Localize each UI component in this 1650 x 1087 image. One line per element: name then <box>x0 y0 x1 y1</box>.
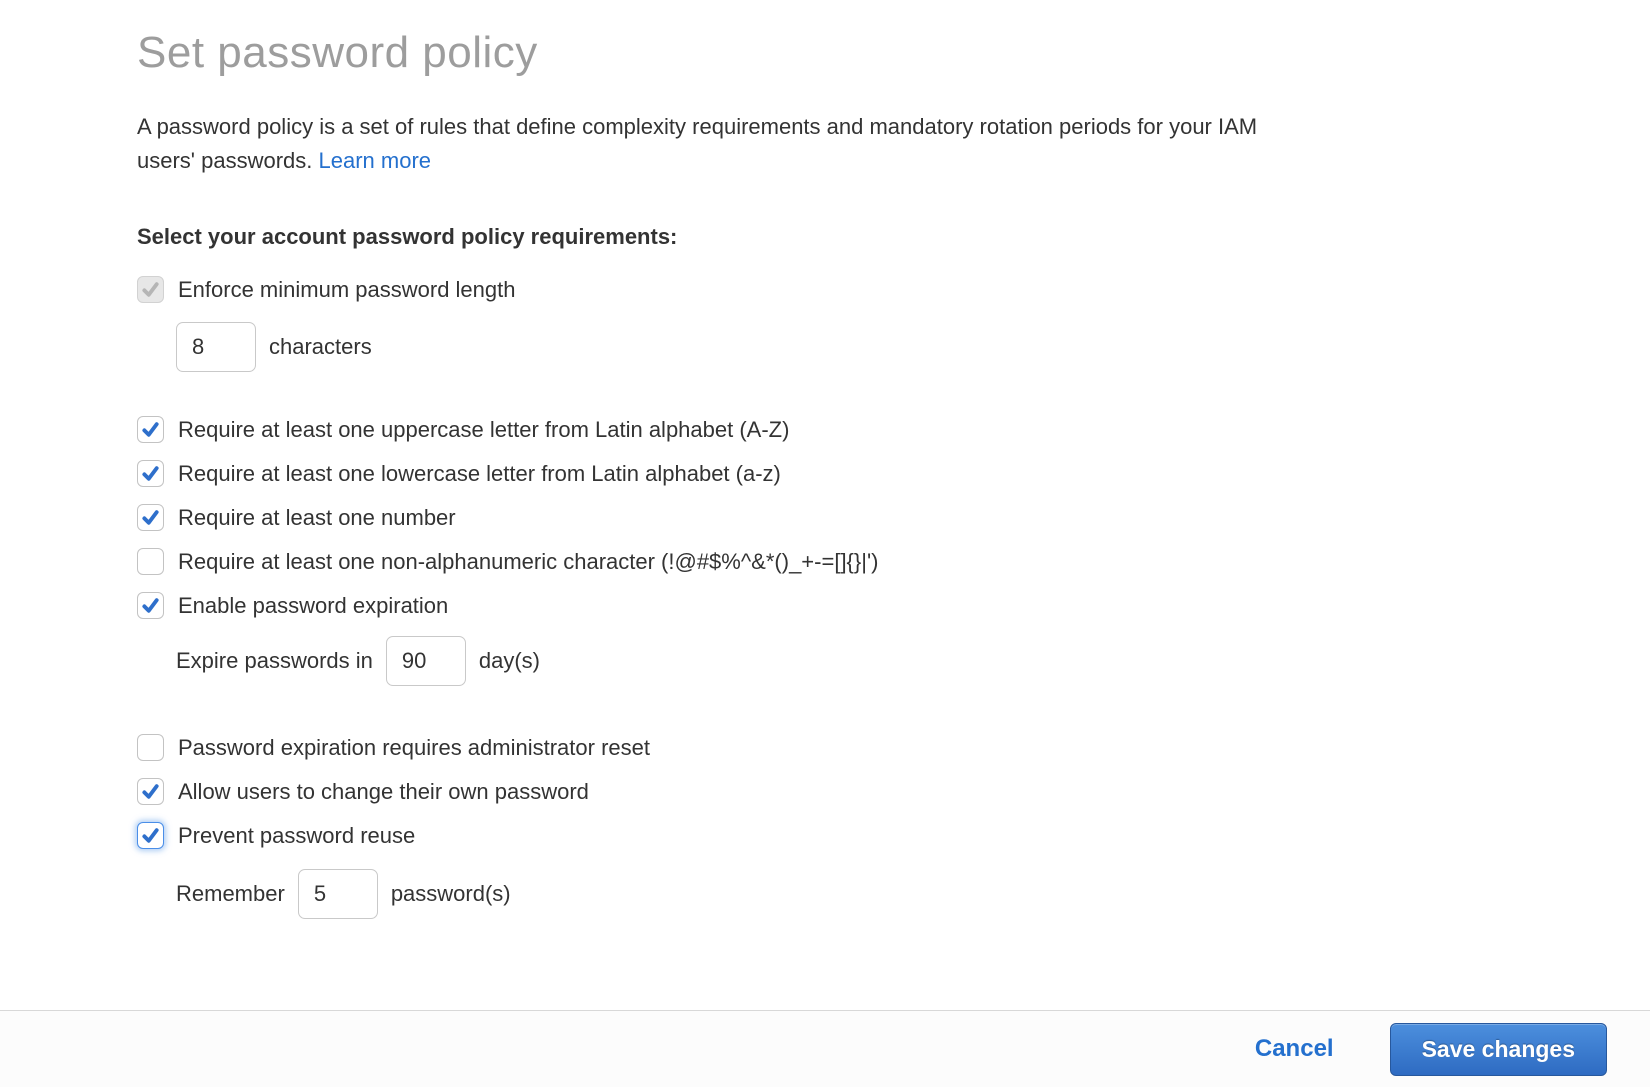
policy-row-number <box>137 504 1650 531</box>
page-title: Set password policy <box>137 28 538 77</box>
policy-description <box>137 110 1427 178</box>
checkbox-label-uppercase: Require at least one uppercase letter from Latin alphabet (A-Z) <box>178 416 790 442</box>
policy-row-lowercase <box>137 460 1650 487</box>
checkbox-lowercase[interactable] <box>137 460 164 487</box>
reuse-count-input[interactable] <box>298 869 378 919</box>
checkbox-label-min-length: Enforce minimum password length <box>178 276 516 302</box>
check-icon <box>140 279 161 300</box>
check-icon <box>140 825 161 846</box>
min-length-field-row <box>176 322 1650 372</box>
description-line-1: A password policy is a set of rules that define complexity requirements and mandatory rotation periods for your IAM <box>137 114 1258 139</box>
min-length-input[interactable] <box>176 322 256 372</box>
save-changes-button[interactable]: Save changes <box>1390 1023 1607 1076</box>
checkbox-uppercase[interactable] <box>137 416 164 443</box>
policy-row-expiration <box>137 592 1650 619</box>
cancel-button[interactable]: Cancel <box>1254 1035 1334 1062</box>
policy-row-admin-reset <box>137 734 1650 761</box>
policy-row-non-alphanumeric <box>137 548 1650 575</box>
policy-row-uppercase <box>137 416 1650 443</box>
checkbox-non-alphanumeric[interactable] <box>137 548 164 575</box>
expiration-suffix: day(s) <box>478 648 540 673</box>
checkbox-label-admin-reset: Password expiration requires administrator reset <box>178 734 650 760</box>
policy-row-min-length <box>137 276 1650 303</box>
learn-more-link[interactable]: Learn more <box>318 148 432 173</box>
checkbox-number[interactable] <box>137 504 164 531</box>
expiration-field-row <box>176 636 1650 686</box>
checkbox-label-non-alphanumeric: Require at least one non-alphanumeric character (!@#$%^&*()_+-=[]{}|') <box>178 548 879 574</box>
expiration-days-input[interactable] <box>386 636 466 686</box>
min-length-suffix: characters <box>269 334 372 359</box>
reuse-suffix: password(s) <box>390 881 511 906</box>
policy-row-allow-change <box>137 778 1650 805</box>
checkbox-admin-reset[interactable] <box>137 734 164 761</box>
footer-bar <box>0 1010 1650 1087</box>
checkbox-label-prevent-reuse: Prevent password reuse <box>178 822 416 848</box>
description-line-2 <box>137 144 1427 178</box>
checkbox-enforce-min-length[interactable] <box>137 276 164 303</box>
check-icon <box>140 463 161 484</box>
reuse-prefix: Remember <box>176 881 285 906</box>
checkbox-allow-change[interactable] <box>137 778 164 805</box>
reuse-field-row <box>176 869 1650 919</box>
description-line-2-text: users' passwords. <box>137 148 313 173</box>
expiration-prefix: Expire passwords in <box>176 648 373 673</box>
check-icon <box>140 595 161 616</box>
checkbox-label-lowercase: Require at least one lowercase letter from Latin alphabet (a-z) <box>178 460 781 486</box>
check-icon <box>140 507 161 528</box>
checkbox-label-number: Require at least one number <box>178 504 456 530</box>
checkbox-prevent-reuse[interactable] <box>137 822 164 849</box>
requirements-heading: Select your account password policy requirements: <box>137 224 678 249</box>
checkbox-expiration[interactable] <box>137 592 164 619</box>
check-icon <box>140 419 161 440</box>
checkbox-label-allow-change: Allow users to change their own password <box>178 778 589 804</box>
check-icon <box>140 781 161 802</box>
policy-row-prevent-reuse <box>137 822 1650 849</box>
checkbox-label-expiration: Enable password expiration <box>178 592 449 618</box>
